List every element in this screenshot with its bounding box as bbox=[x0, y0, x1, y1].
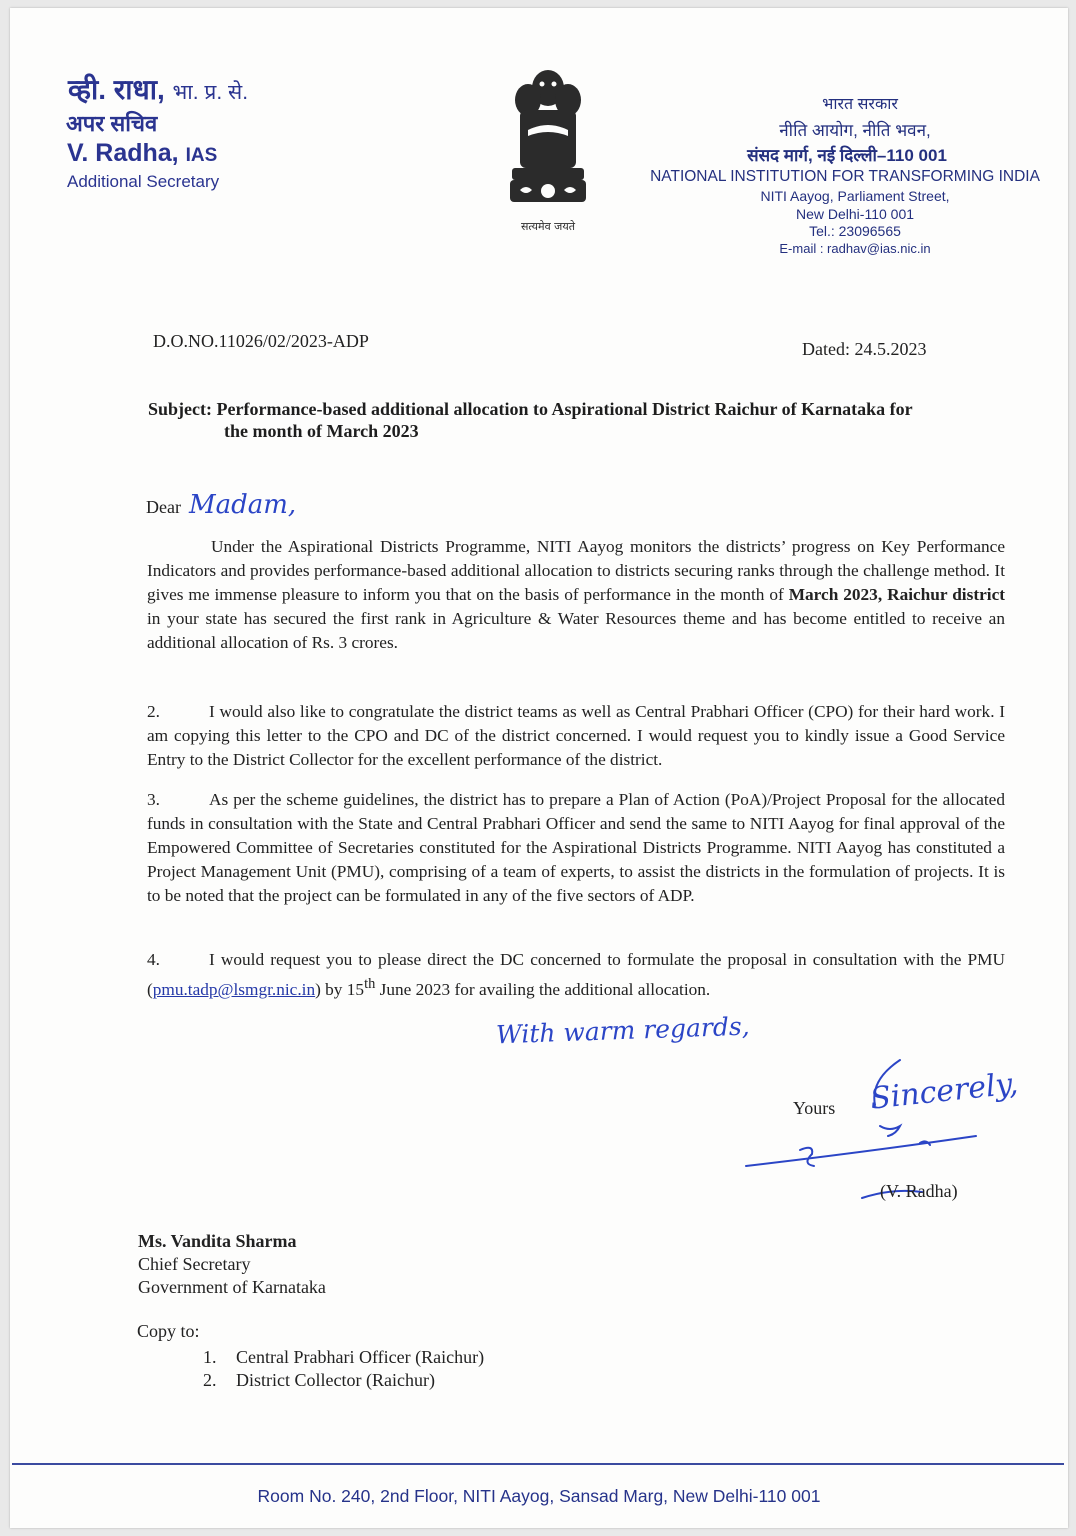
letter-date: Dated: 24.5.2023 bbox=[802, 339, 927, 359]
paragraph-4-superscript: th bbox=[364, 976, 376, 992]
sender-name-english bbox=[67, 139, 217, 168]
paragraph-4 bbox=[147, 948, 1005, 1002]
pmu-email-link[interactable]: pmu.tadp@lsmgr.nic.in bbox=[152, 979, 316, 999]
paragraph-1 bbox=[147, 535, 1005, 655]
recipient-designation: Chief Secretary bbox=[138, 1254, 251, 1274]
sender-designation-english: Additional Secretary bbox=[67, 172, 220, 191]
footer-address: Room No. 240, 2nd Floor, NITI Aayog, Sansad Marg, New Delhi-110 001 bbox=[257, 1486, 821, 1506]
subject bbox=[148, 398, 1018, 442]
closing-yours: Yours bbox=[793, 1098, 836, 1118]
copy-to-item bbox=[203, 1370, 435, 1391]
paragraph-1-text-a: Under the Aspirational Districts Programme, NITI Aayog monitors the districts’ progress on Key Performance Indicators and provides performance-based additional allocation to districts securing ranks through the challenge method. It gives me immense pleasure to inform you that on the basis of performance in the month of bbox=[147, 537, 1005, 604]
sender-designation-hindi: अपर सचिव bbox=[66, 111, 158, 136]
paragraph-3 bbox=[147, 788, 1005, 908]
emblem-motto: सत्यमेव जयते bbox=[520, 220, 576, 233]
signatory-name: (V. Radha) bbox=[880, 1181, 958, 1201]
letter-page bbox=[10, 8, 1068, 1528]
paragraph-2-text: I would also like to congratulate the district teams as well as Central Prabhari Officer (CPO) for their hard work. I am copying this letter to the CPO and DC of the district concerned. I would request you to kindly issue a Good Service Entry to the District Collector for the excellent performance of the district. bbox=[147, 702, 1005, 769]
handwritten-regards: With warm regards, bbox=[495, 1011, 751, 1050]
sender-name-hindi-text: व्ही. राधा, bbox=[68, 74, 165, 105]
footer-divider bbox=[12, 1463, 1064, 1465]
sender-service-hindi: भा. प्र. से. bbox=[172, 81, 249, 104]
reference-number: D.O.NO.11026/02/2023-ADP bbox=[153, 331, 369, 351]
copy-to-label: Copy to: bbox=[137, 1321, 200, 1341]
sender-name-english-text: V. Radha, bbox=[67, 139, 179, 167]
handwritten-sincerely: Sincerely, bbox=[868, 1066, 1020, 1117]
paragraph-3-text: As per the scheme guidelines, the district has to prepare a Plan of Action (PoA)/Project Proposal for the allocated funds in consultation with the State and Central Prabhari Officer and send the same to NITI Aayog for final approval of the Empowered Committee of Secretaries constituted for the Aspirational Districts Programme. NITI Aayog has constituted a Project Management Unit (PMU), comprising of a team of experts, to assist the districts in the formulation of projects. It is to be noted that the project can be formulated in any of the five sectors of ADP. bbox=[147, 790, 1005, 905]
office-street: NITI Aayog, Parliament Street, bbox=[760, 188, 950, 204]
office-name-english: NATIONAL INSTITUTION FOR TRANSFORMING INDIA bbox=[650, 168, 1040, 185]
national-emblem-icon bbox=[498, 60, 598, 240]
copy-to-item bbox=[203, 1347, 484, 1368]
recipient-organisation: Government of Karnataka bbox=[138, 1277, 326, 1297]
sender-service-english: IAS bbox=[185, 145, 218, 166]
copy-to-item-text: District Collector (Raichur) bbox=[236, 1370, 435, 1390]
paragraph-4-text-c: June 2023 for availing the additional allocation. bbox=[375, 979, 711, 999]
subject-label: Subject: bbox=[148, 399, 212, 419]
paragraph-2 bbox=[147, 700, 1005, 772]
paragraph-3-number: 3. bbox=[147, 790, 160, 809]
salutation-handwritten: Madam, bbox=[188, 490, 297, 520]
salutation bbox=[146, 490, 296, 520]
office-email: E-mail : radhav@ias.nic.in bbox=[779, 241, 931, 256]
recipient-name: Ms. Vandita Sharma bbox=[138, 1231, 297, 1251]
office-city: New Delhi-110 001 bbox=[795, 206, 915, 222]
office-line3-hindi: संसद मार्ग, नई दिल्ली–110 001 bbox=[747, 146, 947, 165]
paragraph-4-text-a: I would request you to please direct the DC concerned to formulate the proposal in consultation with the PMU ( bbox=[147, 950, 1005, 999]
copy-to-item-number: 2. bbox=[203, 1370, 217, 1390]
copy-to-item-text: Central Prabhari Officer (Raichur) bbox=[236, 1347, 485, 1367]
paragraph-4-text-b: ) by 15 bbox=[315, 979, 365, 999]
office-line1-hindi: भारत सरकार bbox=[822, 96, 898, 113]
paragraph-2-number: 2. bbox=[147, 702, 160, 721]
salutation-text: Dear bbox=[146, 497, 181, 517]
copy-to-item-number: 1. bbox=[203, 1347, 217, 1367]
office-line2-hindi: नीति आयोग, नीति भवन, bbox=[779, 121, 931, 140]
paragraph-1-text-b: in your state has secured the first rank in Agriculture & Water Resources theme and has become entitled to receive an additional allocation of Rs. 3 crores. bbox=[147, 609, 1005, 652]
paragraph-1-bold: March 2023, Raichur district bbox=[788, 585, 1005, 604]
subject-line1: Performance-based additional allocation to Aspirational District Raichur of Karnataka for bbox=[216, 399, 913, 419]
office-tel: Tel.: 23096565 bbox=[809, 223, 901, 239]
subject-line2: the month of March 2023 bbox=[224, 421, 419, 441]
sender-name-hindi bbox=[68, 70, 248, 108]
paragraph-4-number: 4. bbox=[147, 950, 160, 969]
